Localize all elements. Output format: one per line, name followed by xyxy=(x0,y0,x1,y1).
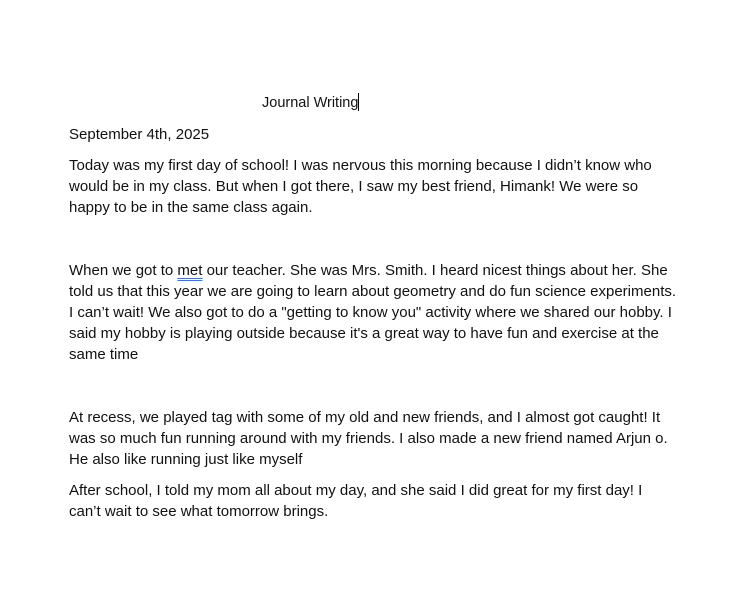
paragraph-line: same time xyxy=(69,346,139,363)
entry-date[interactable]: September 4th, 2025 xyxy=(69,126,210,143)
paragraph-line: I can’t wait! We also got to do a "getting to know you" activity where we shared our hobby. I xyxy=(69,304,672,321)
paragraph-line: He also like running just like myself xyxy=(69,451,303,468)
line-text: When we got to xyxy=(69,262,178,279)
paragraph-teacher[interactable] xyxy=(69,260,709,365)
paragraph-first-day[interactable] xyxy=(69,155,709,218)
paragraph-line: told us that this year we are going to learn about geometry and do fun science experiments. xyxy=(69,283,677,300)
paragraph-line xyxy=(69,260,709,281)
grammar-flagged-word[interactable]: met xyxy=(177,262,203,279)
paragraph-line: happy to be in the same class again. xyxy=(69,199,313,216)
paragraph-line: After school, I told my mom all about my day, and she said I did great for my first day! I xyxy=(69,482,643,499)
paragraph-line: would be in my class. But when I got there, I saw my best friend, Himank! We were so xyxy=(69,178,639,195)
title-text: Journal Writing xyxy=(262,95,359,111)
line-text: our teacher. She was Mrs. Smith. I heard nicest things about her. She xyxy=(202,262,668,279)
paragraph-line: can’t wait to see what tomorrow brings. xyxy=(69,503,329,520)
paragraph-recess[interactable] xyxy=(69,407,709,470)
paragraph-line: was so much fun running around with my friends. I also made a new friend named Arjun o. xyxy=(69,430,668,447)
paragraph-line: Today was my first day of school! I was nervous this morning because I didn’t know who xyxy=(69,157,652,174)
paragraph-line: said my hobby is playing outside because it's a great way to have fun and exercise at the xyxy=(69,325,659,342)
document-title[interactable] xyxy=(262,93,359,113)
paragraph-line: At recess, we played tag with some of my old and new friends, and I almost got caught! It xyxy=(69,409,661,426)
paragraph-after-school[interactable] xyxy=(69,480,709,522)
text-cursor xyxy=(358,93,359,111)
